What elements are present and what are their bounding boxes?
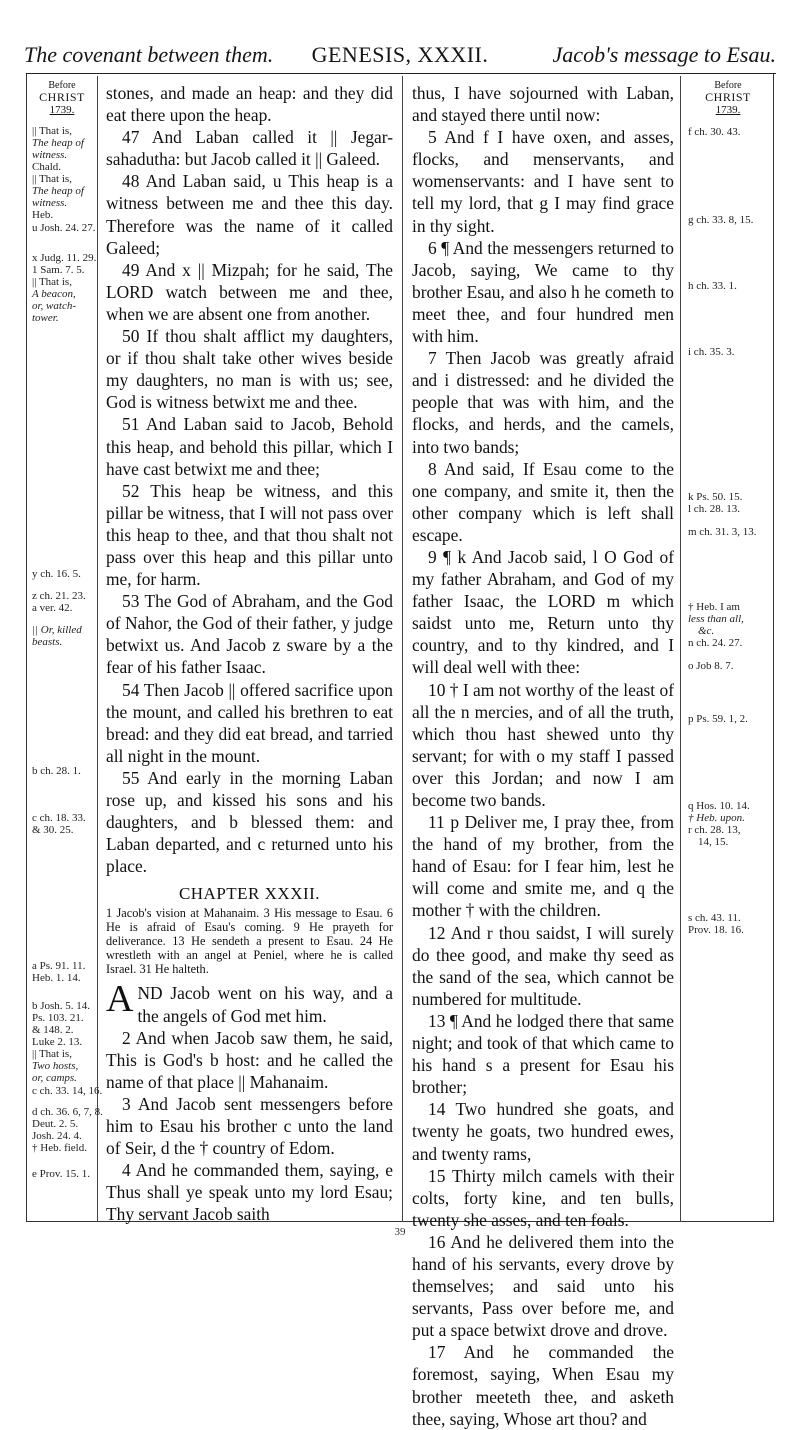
christ-label: CHRIST: [39, 90, 85, 104]
margin-note: Two hosts,: [32, 1060, 79, 1072]
verse-49: 49 And x || Mizpah; for he said, The LORD watch between me and thee, when we are absent one from another.: [106, 259, 393, 324]
margin-note: || That is,: [32, 125, 72, 137]
margin-note: The heap of: [32, 185, 84, 197]
drop-cap: A: [106, 978, 134, 1021]
verse-4-continued: thus, I have sojourned with Laban, and stayed there until now:: [412, 83, 674, 126]
margin-note: a ver. 42.: [32, 602, 73, 614]
margin-note: || That is,: [32, 173, 72, 185]
margin-note: m ch. 31. 3, 13.: [688, 526, 757, 538]
verse-3: 3 And Jacob sent messengers before him to Esau his brother c unto the land of Seir, d the † country of Edom.: [106, 1093, 393, 1159]
left-text-column: [106, 82, 393, 1225]
column-divider: [402, 76, 403, 1222]
margin-note: c ch. 33. 14, 16.: [32, 1085, 103, 1097]
margin-note: c ch. 18. 33.: [32, 812, 86, 824]
left-margin-divider: [97, 76, 98, 1222]
margin-note: Prov. 18. 16.: [688, 924, 744, 936]
margin-note: d ch. 36. 6, 7, 8.: [32, 1106, 103, 1118]
header-left-title: The covenant between them.: [24, 42, 274, 67]
verse-7: 7 Then Jacob was greatly afraid and i distressed: and he divided the people that was with him, and the flocks, and herds, and the camels, into two bands;: [412, 348, 674, 457]
verse-11: 11 p Deliver me, I pray thee, from the hand of my brother, from the hand of Esau: for I fear him, lest he will come and smite me, and q the mother † with the children.: [412, 812, 674, 921]
margin-note: h ch. 33. 1.: [688, 280, 737, 292]
verse-6: 6 ¶ And the messengers returned to Jacob, saying, We came to thy brother Esau, and also h he cometh to meet thee, and four hundred men with him.: [412, 237, 674, 347]
verse-47: 47 And Laban called it || Jegar-sahadutha: but Jacob called it || Galeed.: [106, 127, 393, 170]
verse-51: 51 And Laban said to Jacob, Behold this heap, and behold this pillar, which I have cast betwixt me and thee;: [106, 414, 393, 479]
margin-note: q Hos. 10. 14.: [688, 800, 750, 812]
margin-note: r ch. 28. 13,: [688, 824, 741, 836]
before-label: Before: [714, 80, 742, 91]
margin-note: Heb. 1. 14.: [32, 972, 81, 984]
margin-note: & 148. 2.: [32, 1024, 74, 1036]
verse-54: 54 Then Jacob || offered sacrifice upon the mount, and called his brethren to eat bread: and they did eat bread, and tarried all night in the mount.: [106, 679, 393, 766]
margin-note: † Heb. I am: [688, 601, 740, 613]
header-book-chapter: GENESIS, XXXII.: [311, 42, 489, 67]
margin-note: i ch. 35. 3.: [688, 346, 735, 358]
year-label: 1739.: [715, 104, 741, 116]
margin-note: 1 Sam. 7. 5.: [32, 264, 85, 276]
margin-note: b ch. 28. 1.: [32, 765, 81, 777]
verse-1: [106, 978, 393, 1026]
margin-note: || Or, killed: [32, 624, 82, 636]
margin-note: f ch. 30. 43.: [688, 126, 741, 138]
margin-note: Luke 2. 13.: [32, 1036, 83, 1048]
margin-note: Heb.: [32, 209, 54, 221]
margin-note: o Job 8. 7.: [688, 660, 734, 672]
chapter-heading: CHAPTER XXXII.: [178, 884, 321, 904]
verse-14: 14 Two hundred she goats, and twenty he goats, two hundred ewes, and twenty rams,: [412, 1099, 674, 1164]
margin-note: & 30. 25.: [32, 824, 74, 836]
verse-13: 13 ¶ And he lodged there that same night; and took of that which came to his hand s a present for Esau his brother;: [412, 1010, 674, 1098]
verse-52: 52 This heap be witness, and this pillar be witness, that I will not pass over this heap to thee, and that thou shalt not pass over this heap and this pillar unto me, for harm.: [106, 480, 393, 590]
right-margin-divider: [680, 76, 681, 1222]
margin-note: The heap of: [32, 137, 84, 149]
year-label: 1739.: [49, 104, 75, 116]
margin-note: u Josh. 24. 27.: [32, 222, 96, 234]
verse-8: 8 And said, If Esau come to the one company, and smite it, then the other company which is left shall escape.: [412, 458, 674, 545]
verse-15: 15 Thirty milch camels with their colts, forty kine, and ten bulls, twenty she asses, and ten foals.: [412, 1165, 674, 1230]
margin-note: &c.: [698, 625, 715, 637]
margin-note: Josh. 24. 4.: [32, 1130, 82, 1142]
margin-note: or, watch-: [32, 300, 76, 312]
margin-note: g ch. 33. 8, 15.: [688, 214, 754, 226]
margin-note: a Ps. 91. 11.: [32, 960, 86, 972]
margin-note: || That is,: [32, 1048, 72, 1060]
margin-note: k Ps. 50. 15.: [688, 491, 743, 503]
margin-note: x Judg. 11. 29.: [32, 252, 97, 264]
header-right-title: Jacob's message to Esau.: [552, 42, 776, 67]
margin-note: b Josh. 5. 14.: [32, 1000, 91, 1012]
verse-50: 50 If thou shalt afflict my daughters, or if thou shalt take other wives beside my daughters, no man is with us; see, God is witness betwixt me and thee.: [106, 326, 393, 413]
verse-10: 10 † I am not worthy of the least of all the n mercies, and of all the truth, which thou hast shewed unto thy servant; for with o my staff I passed over this Jordan; and now I am become two bands.: [412, 679, 674, 810]
margin-note: Deut. 2. 5.: [32, 1118, 79, 1130]
running-header: [24, 42, 776, 72]
margin-note: n ch. 24. 27.: [688, 637, 743, 649]
verse-53: 53 The God of Abraham, and the God of Nahor, the God of their father, y judge betwixt us. And Jacob z sware by a the fear of his father Isaac.: [106, 591, 393, 678]
margin-note: s ch. 43. 11.: [688, 912, 741, 924]
verse-17: 17 And he commanded the foremost, saying, When Esau my brother meeteth thee, and asketh thee, saying, Whose art thou? and: [412, 1342, 674, 1429]
left-before-christ: [30, 80, 94, 116]
page-number: 39: [394, 1226, 406, 1238]
margin-note: z ch. 21. 23.: [32, 590, 86, 602]
verse-9: 9 ¶ k And Jacob said, l O God of my father Abraham, and God of my father Isaac, the LORD m which saidst unto me, Return unto thy country, and to thy kindred, and I will deal well with thee:: [412, 546, 674, 678]
verse-1-text: ND Jacob went on his way, and a the angels of God met him.: [137, 983, 393, 1026]
margin-note: e Prov. 15. 1.: [32, 1168, 90, 1180]
verse-2: 2 And when Jacob saw them, he said, This is God's b host: and he called the name of that place || Mahanaim.: [106, 1027, 393, 1092]
margin-note: tower.: [32, 312, 59, 324]
margin-note: || That is,: [32, 276, 72, 288]
margin-note: l ch. 28. 13.: [688, 503, 740, 515]
christ-label: CHRIST: [705, 90, 751, 104]
margin-note: beasts.: [32, 636, 63, 648]
margin-note: witness.: [32, 149, 68, 161]
margin-note: y ch. 16. 5.: [32, 568, 81, 580]
right-before-christ: [686, 80, 770, 116]
margin-note: 14, 15.: [698, 836, 729, 848]
verse-4: 4 And he commanded them, saying, e Thus shall ye speak unto my lord Esau; Thy servant Jacob saith: [106, 1160, 393, 1225]
chapter-summary: 1 Jacob's vision at Mahanaim. 3 His message to Esau. 6 He is afraid of Esau's coming. 9 He prayeth for deliverance. 13 He sendeth a present to Esau. 24 He wrestleth with an angel at Peniel, where he is called Israel. 31 He halteth.: [106, 906, 393, 976]
before-label: Before: [48, 80, 76, 91]
verse-55: 55 And early in the morning Laban rose up, and kissed his sons and his daughters, and b blessed them: and Laban departed, and c returned unto his place.: [106, 767, 393, 877]
margin-note: Chald.: [32, 161, 62, 173]
margin-note: A beacon,: [32, 288, 76, 300]
margin-note: witness.: [32, 197, 68, 209]
margin-note: p Ps. 59. 1, 2.: [688, 713, 748, 725]
margin-note: less than all,: [688, 613, 744, 625]
margin-note: † Heb. upon.: [688, 812, 745, 824]
margin-note: Ps. 103. 21.: [32, 1012, 84, 1024]
verse-46-continued: stones, and made an heap: and they did eat there upon the heap.: [106, 83, 393, 126]
verse-16: 16 And he delivered them into the hand of his servants, every drove by themselves; and said unto his servants, Pass over before me, and put a space betwixt drove and drove.: [412, 1231, 674, 1341]
margin-note: † Heb. field.: [32, 1142, 87, 1154]
verse-48: 48 And Laban said, u This heap is a witness between me and thee this day. Therefore was the name of it called Galeed;: [106, 171, 393, 258]
verse-5: 5 And f I have oxen, and asses, flocks, and menservants, and womenservants: and I have sent to tell my lord, that g I may find grace in thy sight.: [412, 127, 674, 236]
verse-12: 12 And r thou saidst, I will surely do thee good, and make thy seed as the sand of the sea, which cannot be numbered for multitude.: [412, 922, 674, 1009]
margin-note: or, camps.: [32, 1072, 77, 1084]
